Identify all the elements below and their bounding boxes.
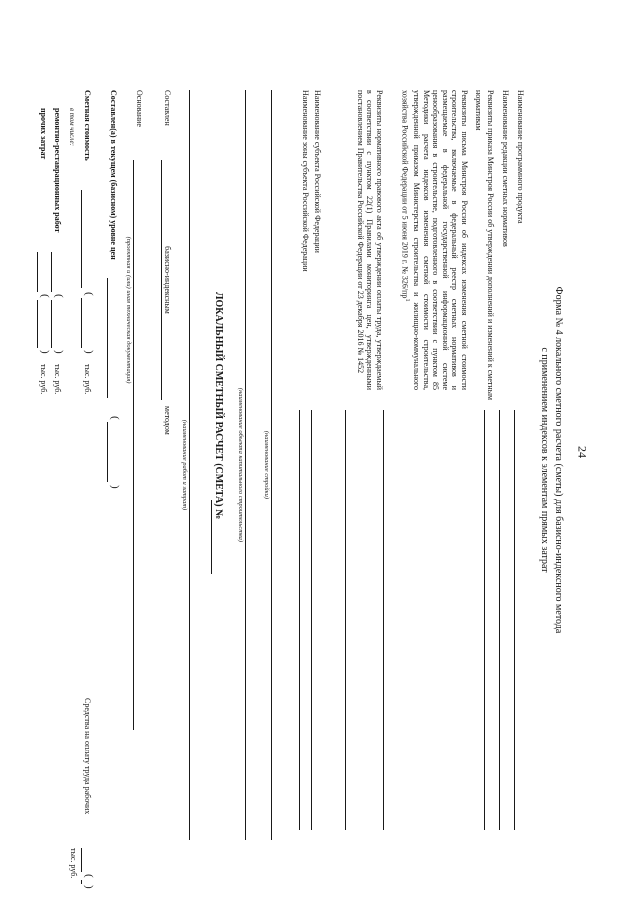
price-level-paren-close: ) [109,485,121,489]
repair-works-paren-close: ) [53,350,65,354]
composed-label: Составлен [163,90,172,126]
form-sheet [0,30,570,890]
letter-requisites-label [400,90,469,390]
object-name-field[interactable] [245,90,246,840]
page-number: 24 [575,446,590,458]
repair-works-base-field[interactable] [51,300,52,348]
normative-edition-label: Наименование редакции сметных нормативов [501,90,510,247]
documentation-caption: (проектная и (или) иная техническая документация) [125,236,132,384]
labor-fund-paren-close: ) [83,885,95,889]
act-requisites-label: Реквизиты нормативного правового акта об утверждении оплаты труда, утверждаемый в соответствии с пунктом 22(1) Правилами мониторинга цен, утвержденными постановлением Правительства Российской Федерации от 23 декабря 2016 № 1452 [355,90,384,390]
estimated-cost-field[interactable] [81,190,82,288]
letter-requisites-field[interactable] [383,410,384,830]
software-product-label: Наименование программного продукта [516,90,525,224]
works-name-caption: (наименование работ и затрат) [181,419,188,511]
other-costs-base-field[interactable] [37,300,38,348]
estimated-cost-paren-close: ) [83,350,95,354]
estimated-cost-label: Сметная стоимость [83,90,92,161]
price-level-base-field[interactable] [107,422,108,482]
other-costs-field[interactable] [37,252,38,292]
subject-field[interactable] [311,410,312,830]
subject-zone-label: Наименование зоны субъекта Российской Федерации [301,90,310,272]
estimated-cost-base-field[interactable] [81,298,82,348]
subject-zone-field[interactable] [299,410,300,830]
estimated-cost-paren-open: ( [83,292,95,296]
labor-fund-unit: тыс. руб. [69,848,78,879]
construction-name-caption: (наименование стройки) [263,430,270,500]
including-label: в том числе: [68,108,76,146]
price-level-paren-open: ( [109,416,121,420]
labor-fund-paren-open: ( [83,874,95,878]
labor-fund-base-field[interactable] [81,880,82,884]
normative-edition-field[interactable] [499,410,500,830]
local-estimate-title: ЛОКАЛЬНЫЙ СМЕТНЫЙ РАСЧЕТ (СМЕТА) № [213,292,224,520]
price-level-field[interactable] [107,278,108,398]
order-details-field[interactable] [484,410,485,830]
estimated-cost-unit: тыс. руб. [83,364,92,395]
letter-requisites-text: Реквизиты письма Минстроя России об индексах изменения сметной стоимости строительства, включаемые в федеральный реестр сметных нормативов и размещаемые в федеральной государственной информационной системе ценообразования в строительстве, подготовленного в соответствии с пунктом 85 Методики расчета индексов изменения сметной стоимости строительства, утвержденной приказом Министерства строительства и жилищно-коммунального хозяйства Российской Федерации от 5 июня 2019 г. № 326/пр [400,90,469,390]
form-heading-line-1: Форма № 4 локального сметного расчета (сметы) для базисно-индексного метода [553,286,564,634]
letter-footnote-mark: 1 [404,298,412,302]
repair-works-paren-open: ( [53,294,65,298]
object-name-caption: (наименование объекта капитального строительства) [237,387,244,543]
labor-fund-label: Средства на оплату труда рабочих [83,698,92,815]
form-heading-line-2: с применением индексов к элементам прямых затрат [539,347,550,573]
act-requisites-field[interactable] [345,410,346,830]
other-costs-paren-open: ( [39,294,51,298]
estimate-number-field[interactable] [211,500,212,574]
composed-method-underline [161,160,162,400]
works-name-field[interactable] [189,90,190,840]
other-costs-unit: тыс. руб. [39,364,48,395]
other-costs-paren-close: ) [39,350,51,354]
repair-works-field[interactable] [51,252,52,292]
normatives-word: нормативам [474,90,483,131]
basis-field[interactable] [133,160,134,730]
price-level-label: Составлен(а) в текущем (базисном) уровне цен [109,90,118,260]
order-details-label: Реквизиты приказа Минстроя России об утверждении дополнений и изменений к сметным [486,90,495,401]
basis-label: Основание [135,90,144,127]
repair-works-unit: тыс. руб. [53,364,62,395]
composed-method-suffix: методом [163,406,172,435]
repair-works-label: ремонтно-реставрационных работ [53,108,62,233]
software-product-field[interactable] [514,410,515,830]
composed-method-value: базисно-индексным [163,246,172,314]
other-costs-label: прочих затрат [39,108,48,160]
construction-name-field[interactable] [271,90,272,840]
labor-fund-field[interactable] [81,848,82,872]
subject-label: Наименование субъекта Российской Федерации [313,90,322,253]
